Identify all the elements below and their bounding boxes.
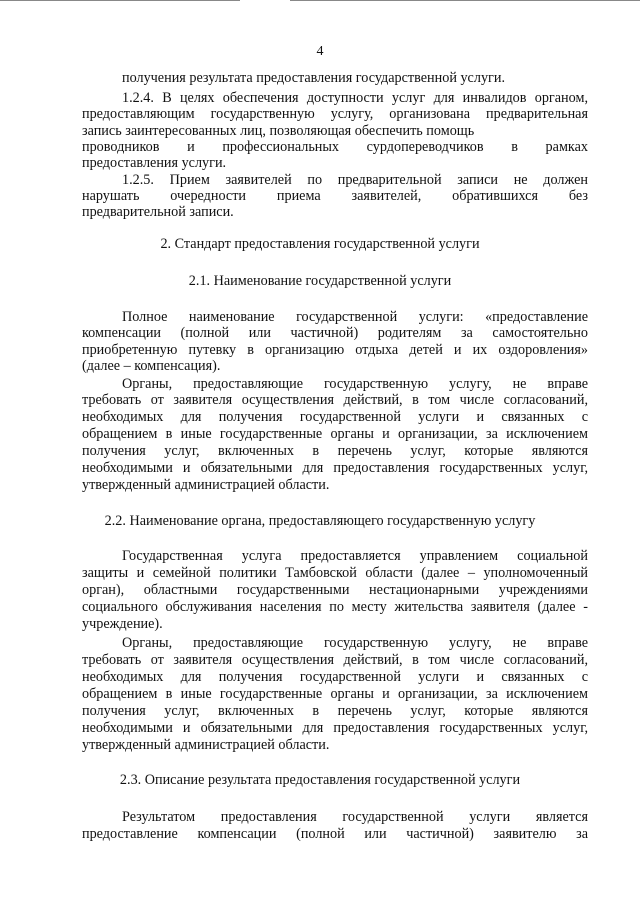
text-line: запись заинтересованных лиц, позволяющая обеспечить помощь bbox=[82, 123, 475, 139]
text-line: предоставления услуги. bbox=[82, 155, 227, 171]
section-heading: 2.1. Наименование государственной услуги bbox=[188, 273, 452, 289]
section-heading: 2.2. Наименование органа, предоставляющего государственную услугу bbox=[104, 513, 536, 529]
text-line: получения услуг, включенных в перечень услуг, которые являются bbox=[82, 703, 588, 719]
text-line: необходимых для получения государственной услуги и связанных с bbox=[82, 409, 588, 425]
text-line: получения результата предоставления государственной услуги. bbox=[122, 70, 505, 86]
page-number: 4 bbox=[316, 44, 324, 59]
text-line: Результатом предоставления государственной услуги является bbox=[122, 809, 588, 825]
text-line: предоставляющим государственную услугу, организована предварительная bbox=[82, 106, 588, 122]
text-line: обращением в иные государственные органы и организации, за исключением bbox=[82, 426, 588, 442]
scan-edge-line bbox=[290, 0, 640, 1]
text-line: получения услуг, включенных в перечень услуг, которые являются bbox=[82, 443, 588, 459]
text-line: Органы, предоставляющие государственную услугу, не вправе bbox=[122, 376, 588, 392]
text-line: утвержденный администрацией области. bbox=[82, 477, 330, 493]
text-line: необходимыми и обязательными для предоставления государственных услуг, bbox=[82, 720, 588, 736]
section-heading: 2. Стандарт предоставления государственной услуги bbox=[160, 236, 480, 252]
text-line: требовать от заявителя осуществления действий, в том числе согласований, bbox=[82, 652, 588, 668]
text-line: предварительной записи. bbox=[82, 204, 234, 220]
text-line: защиты и семейной политики Тамбовской области (далее – уполномоченный bbox=[82, 565, 588, 581]
text-line: Органы, предоставляющие государственную услугу, не вправе bbox=[122, 635, 588, 651]
text-line: 1.2.5. Прием заявителей по предварительной записи не должен bbox=[122, 172, 588, 188]
scan-edge-line bbox=[0, 0, 240, 1]
text-line: обращением в иные государственные органы и организации, за исключением bbox=[82, 686, 588, 702]
text-line: предоставление компенсации (полной или частичной) заявителю за bbox=[82, 826, 588, 842]
text-line: требовать от заявителя осуществления действий, в том числе согласований, bbox=[82, 392, 588, 408]
text-line: социального обслуживания населения по месту жительства заявителя (далее - bbox=[82, 599, 588, 615]
text-line: учреждение). bbox=[82, 616, 163, 632]
text-line: орган), областными государственными нестационарными учреждениями bbox=[82, 582, 588, 598]
text-line: Государственная услуга предоставляется управлением социальной bbox=[122, 548, 588, 564]
text-line: 1.2.4. В целях обеспечения доступности услуг для инвалидов органом, bbox=[122, 90, 588, 106]
text-line: необходимых для получения государственной услуги и связанных с bbox=[82, 669, 588, 685]
text-line: компенсации (полной или частичной) родителям за самостоятельно bbox=[82, 325, 588, 341]
text-line: необходимыми и обязательными для предоставления государственных услуг, bbox=[82, 460, 588, 476]
text-line: (далее – компенсация). bbox=[82, 358, 221, 374]
text-line: Полное наименование государственной услуги: «предоставление bbox=[122, 309, 588, 325]
section-heading: 2.3. Описание результата предоставления государственной услуги bbox=[119, 772, 521, 788]
text-line: проводников и профессиональных сурдопереводчиков в рамках bbox=[82, 139, 588, 155]
text-line: нарушать очередности приема заявителей, обратившихся без bbox=[82, 188, 588, 204]
text-line: приобретенную путевку в организацию отдыха детей и их оздоровления» bbox=[82, 342, 588, 358]
text-line: утвержденный администрацией области. bbox=[82, 737, 330, 753]
